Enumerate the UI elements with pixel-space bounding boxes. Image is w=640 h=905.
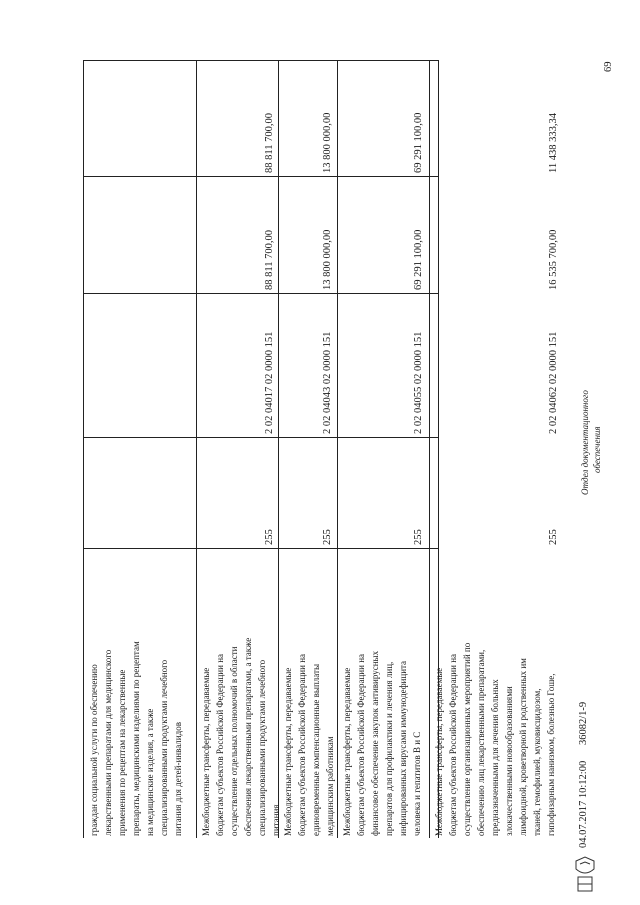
row-0-description: граждан социальной услуги по обеспечению лекарственными препаратами для медицинского применения по рецептам на лекарственные препараты, медицинскими изделиями по рецептам на медицинские изделия, а также специализированными продуктами лечебного питания для детей-инвалидов bbox=[89, 641, 183, 836]
row-3-value-1: 69 291 100,00 bbox=[413, 229, 424, 290]
row-1-value-2: 88 811 700,00 bbox=[264, 113, 275, 173]
footer-timestamp: 04.07.2017 10:12:00 bbox=[578, 760, 589, 848]
crest-icon bbox=[572, 855, 598, 895]
row-3-description: Межбюджетные трансферты, передаваемые бюджетам субъектов Российской Федерации на финансовое обеспечение закупок антивирусных препаратов для профилактики и лечения лиц, инфицированных вирусами иммунодефицита человека и гепатитов B и C bbox=[342, 650, 422, 836]
footer-department-line-2: обеспечения bbox=[592, 426, 602, 473]
row-2-revenue-code: 2 02 04043 02 0000 151 bbox=[322, 331, 333, 434]
row-4-revenue-code: 2 02 04062 02 0000 151 bbox=[548, 331, 559, 434]
row-2-admin-code: 255 bbox=[322, 529, 333, 545]
row-4-value-1: 16 535 700,00 bbox=[548, 229, 559, 290]
row-3-revenue-code: 2 02 04055 02 0000 151 bbox=[413, 331, 424, 434]
footer-department-line-1: Отдел документационного bbox=[580, 390, 590, 495]
row-4-admin-code: 255 bbox=[548, 529, 559, 545]
row-3-admin-code: 255 bbox=[413, 529, 424, 545]
row-1-description: Межбюджетные трансферты, передаваемые бюджетам субъектов Российской Федерации на осуществление отдельных полномочий в области обеспечения лекарственными препаратами, а также специализированными продуктами лечебного питания bbox=[201, 637, 281, 836]
row-1-revenue-code: 2 02 04017 02 0000 151 bbox=[264, 331, 275, 434]
row-2-description: Межбюджетные трансферты, передаваемые бюджетам субъектов Российской Федерации на единовременные компенсационные выплаты медицинским работникам bbox=[283, 654, 335, 836]
footer-doc-id: 36082/1-9 bbox=[578, 701, 589, 745]
page-number: 69 bbox=[603, 61, 614, 72]
row-2-value-1: 13 800 000,00 bbox=[322, 229, 333, 290]
row-1-admin-code: 255 bbox=[264, 529, 275, 545]
row-4-value-2: 11 438 333,34 bbox=[548, 113, 559, 173]
row-3-value-2: 69 291 100,00 bbox=[413, 112, 424, 173]
row-1-value-1: 88 811 700,00 bbox=[264, 230, 275, 290]
row-4-description: Межбюджетные трансферты, передаваемые бюджетам субъектов Российской Федерации на осуществление организационных мероприятий по обеспечению лиц лекарственными препаратами, предназначенными для лечения больных злокачественными новообразованиями лимфоидной, кроветворной и родственных им тканей, гемофилией, муковисцидозом, гипофизарным нанизмом, болезнью Гоше, bbox=[434, 642, 556, 836]
row-2-value-2: 13 800 000,00 bbox=[322, 112, 333, 173]
